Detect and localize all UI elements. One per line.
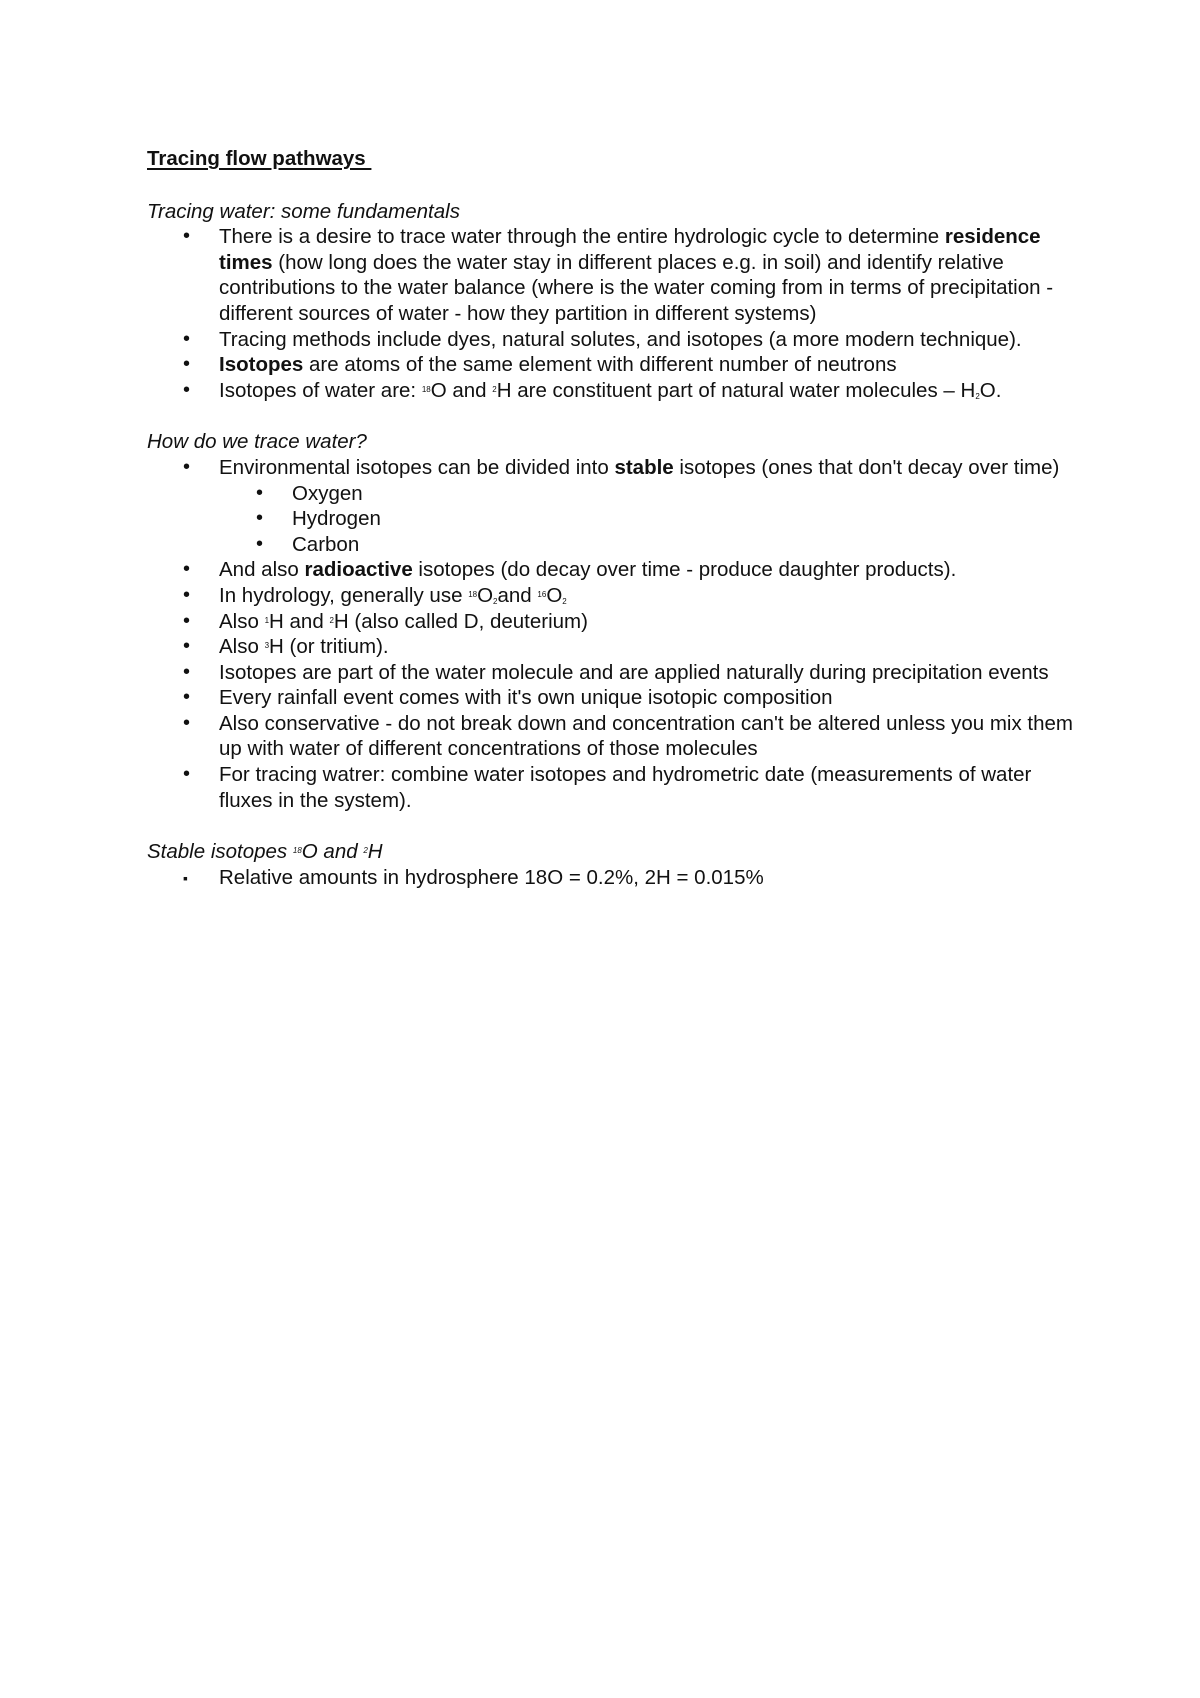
sub-list-item: • Hydrogen bbox=[292, 506, 1077, 532]
superscript: 18 bbox=[468, 589, 478, 599]
sub-list-item: • Oxygen bbox=[292, 481, 1077, 507]
text: and bbox=[497, 583, 538, 607]
text: Also bbox=[219, 609, 265, 633]
superscript: 18 bbox=[421, 384, 431, 394]
superscript: 16 bbox=[537, 589, 547, 599]
section-heading-stable-isotopes bbox=[147, 839, 1077, 865]
list-item bbox=[219, 583, 1077, 609]
sub-list-item: • Carbon bbox=[292, 532, 1077, 558]
text: H (also called D, deuterium) bbox=[333, 609, 588, 633]
subscript: 2 bbox=[562, 596, 567, 606]
text: Relative amounts in hydrosphere 18O = 0.2%, 2H = 0.015% bbox=[219, 865, 764, 889]
list-item bbox=[219, 557, 1077, 583]
text: Every rainfall event comes with it's own unique isotopic composition bbox=[219, 686, 833, 710]
superscript: 2 bbox=[492, 384, 497, 394]
list-item bbox=[219, 711, 1077, 762]
text: Environmental isotopes can be divided into bbox=[219, 455, 615, 479]
list-item bbox=[219, 660, 1077, 686]
text: O bbox=[477, 583, 494, 607]
section-heading-fundamentals: Tracing water: some fundamentals bbox=[147, 199, 460, 223]
text: Also conservative - do not break down and concentration can't be altered unless you mix them up with water of different concentrations of those molecules bbox=[219, 711, 1074, 761]
list-item bbox=[219, 609, 1077, 635]
text: H (or tritium). bbox=[269, 635, 389, 659]
text: (how long does the water stay in different places e.g. in soil) and identify relative contributions to the water balance (where is the water coming from in terms of precipitation - different sources of water - how they partition in different systems) bbox=[219, 250, 1054, 325]
text: There is a desire to trace water through the entire hydrologic cycle to determine bbox=[219, 225, 945, 249]
text: For tracing watrer: combine water isotopes and hydrometric date (measurements of water fluxes in the system). bbox=[219, 763, 1032, 812]
superscript: 2 bbox=[363, 846, 368, 856]
text: And also bbox=[219, 558, 305, 582]
superscript: 3 bbox=[264, 641, 270, 651]
text: are atoms of the same element with different number of neutrons bbox=[303, 353, 897, 377]
bold-term: radioactive bbox=[304, 558, 413, 582]
text: O and bbox=[430, 378, 493, 402]
bold-term: stable bbox=[614, 455, 674, 479]
list-item bbox=[219, 762, 1077, 813]
superscript: 2 bbox=[329, 615, 334, 625]
subscript: 2 bbox=[975, 391, 980, 401]
document-title: Tracing flow pathways bbox=[147, 147, 372, 170]
bold-term: Isotopes bbox=[219, 353, 304, 377]
fundamentals-list bbox=[147, 224, 1077, 403]
list-item bbox=[219, 865, 1077, 891]
superscript: 18 bbox=[292, 846, 302, 856]
list-item bbox=[219, 352, 1077, 378]
list-item bbox=[219, 455, 1077, 557]
text: Also bbox=[219, 635, 265, 659]
list-item bbox=[219, 685, 1077, 711]
section-heading-how-trace: How do we trace water? bbox=[147, 430, 367, 454]
text: Isotopes are part of the water molecule and are applied naturally during precipitation events bbox=[219, 660, 1049, 684]
list-item bbox=[219, 224, 1077, 326]
list-item bbox=[219, 634, 1077, 660]
document-page bbox=[147, 146, 1077, 890]
text: H are constituent part of natural water molecules – H bbox=[496, 378, 976, 402]
text: H bbox=[367, 840, 383, 864]
spacer bbox=[147, 403, 1077, 429]
list-item bbox=[219, 327, 1077, 353]
how-trace-list bbox=[147, 455, 1077, 813]
spacer bbox=[147, 813, 1077, 839]
text: isotopes (ones that don't decay over time) bbox=[673, 455, 1060, 479]
text: Isotopes of water are: bbox=[219, 378, 422, 402]
text: Tracing methods include dyes, natural solutes, and isotopes (a more modern technique). bbox=[219, 327, 1022, 351]
stable-isotope-sublist bbox=[219, 481, 1077, 558]
text: H and bbox=[269, 609, 330, 633]
superscript: 1 bbox=[264, 615, 270, 625]
text: O and bbox=[301, 840, 364, 864]
subscript: 2 bbox=[493, 596, 498, 606]
text: O bbox=[546, 583, 563, 607]
text: isotopes (do decay over time - produce daughter products). bbox=[412, 558, 957, 582]
stable-isotopes-list bbox=[147, 865, 1077, 891]
list-item bbox=[219, 378, 1077, 404]
bold-term: residence times bbox=[219, 225, 1041, 274]
text: Stable isotopes bbox=[147, 840, 293, 864]
text: In hydrology, generally use bbox=[219, 583, 469, 607]
text: O. bbox=[979, 378, 1002, 402]
